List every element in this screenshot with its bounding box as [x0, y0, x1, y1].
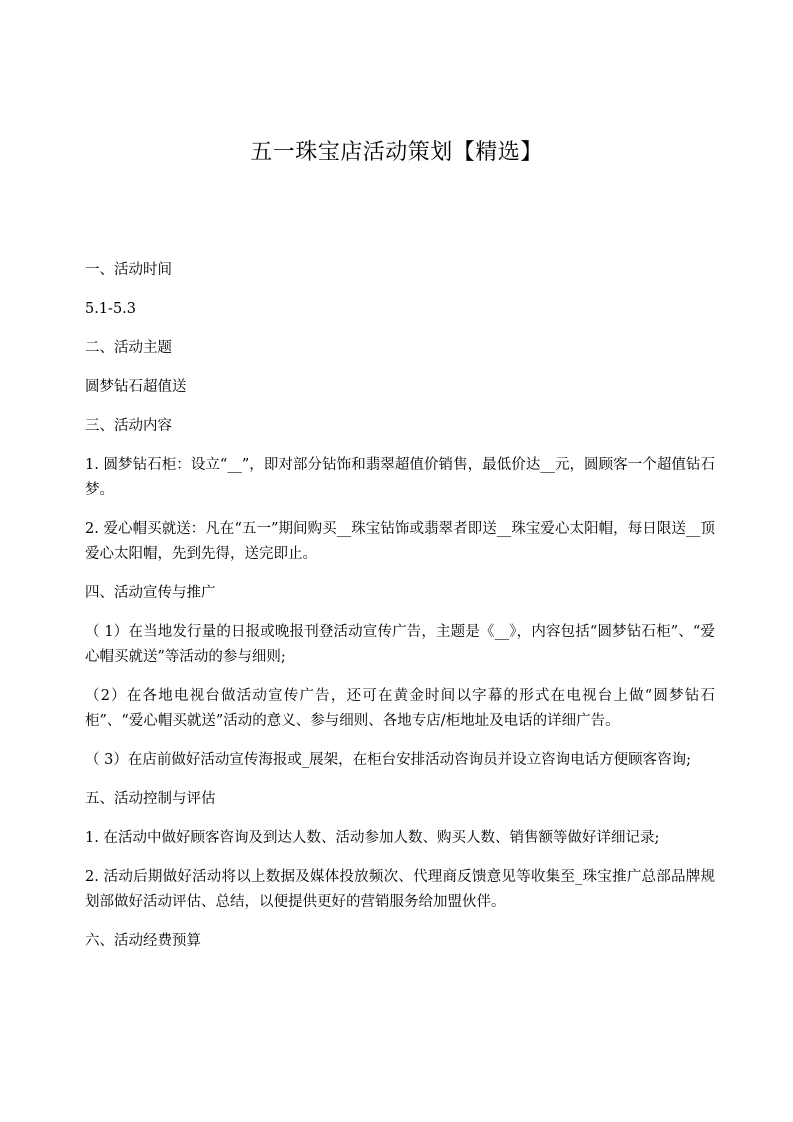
section-heading-theme: 二、活动主题: [85, 340, 172, 356]
control-item-2: 2. 活动后期做好活动将以上数据及媒体投放频次、代理商反馈意见等收集至_珠宝推广总部品牌规划部做好活动评估、总结，以便提供更好的营销服务给加盟伙伴。: [85, 869, 715, 910]
section-heading-time: 一、活动时间: [85, 262, 172, 278]
promotion-item-3: （ 3）在店前做好活动宣传海报或_展架，在柜台安排活动咨询员并设立咨询电话方便顾客咨询;: [85, 752, 691, 768]
promotion-item-2: （2）在各地电视台做活动宣传广告，还可在黄金时间以字幕的形式在电视台上做“圆梦钻石柜”、“爱心帽买就送”活动的意义、参与细则、各地专店/柜地址及电话的详细广告。: [85, 688, 715, 729]
promotion-item-1: （ 1）在当地发行量的日报或晚报刊登活动宣传广告，主题是《__》，内容包括“圆梦钻石柜”、“爱心帽买就送”等活动的参与细则;: [85, 624, 715, 665]
content-item-1: 1. 圆梦钻石柜：设立“__”，即对部分钻饰和翡翠超值价销售，最低价达__元，圆顾客一个超值钻石梦。: [85, 457, 715, 498]
document-title: 五一珠宝店活动策划【精选】: [250, 140, 543, 165]
control-item-1: 1. 在活动中做好顾客咨询及到达人数、活动参加人数、购买人数、销售额等做好详细记录;: [85, 830, 660, 846]
activity-dates: 5.1-5.3: [85, 301, 137, 317]
content-item-2: 2. 爱心帽买就送：凡在“五一”期间购买__珠宝钻饰或翡翠者即送__珠宝爱心太阳帽，每日限送__顶爱心太阳帽，先到先得，送完即止。: [85, 521, 715, 562]
section-heading-promotion: 四、活动宣传与推广: [85, 585, 216, 601]
document-body: [85, 258, 715, 968]
section-heading-budget: 六、活动经费预算: [85, 933, 201, 949]
activity-theme: 圆梦钻石超值送: [85, 379, 187, 395]
section-heading-content: 三、活动内容: [85, 418, 172, 434]
section-heading-control: 五、活动控制与评估: [85, 791, 216, 807]
